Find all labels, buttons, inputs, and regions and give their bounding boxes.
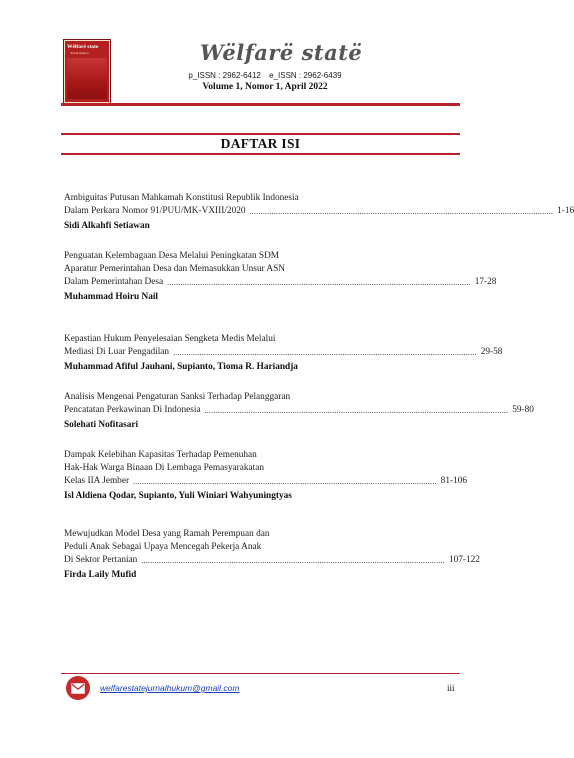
dot-leader: ..........................................................................................................................................: [133, 477, 437, 486]
issn-line: [170, 71, 360, 80]
dot-leader: ..........................................................................................................................................: [167, 278, 471, 287]
entry-title-line: Kepastian Hukum Penyelesaian Sengketa Medis Melalui: [64, 334, 276, 344]
entry-author: Muhammad Afiful Jauhani, Supianto, Tioma R. Hariandja: [64, 362, 298, 372]
entry-pages: 1-16: [557, 206, 574, 216]
entry-author: Isl Aldiena Qodar, Supianto, Yuli Winiari Wahyuningtyas: [64, 491, 292, 501]
entry-pages: 29-58: [480, 347, 503, 357]
volume-info: Volume 1, Nomor 1, April 2022: [202, 82, 328, 92]
entry-title-line: Penguatan Kelembagaan Desa Melalui Peningkatan SDM: [64, 251, 280, 261]
entry-title-line: Dalam Pemerintahan Desa .......................................................................................................................................... 17-28: [64, 277, 497, 287]
entry-pages: 81-106: [440, 476, 468, 486]
entry-title-line: Pencatatan Perkawinan Di Indonesia .......................................................................................................................................... 59-80: [64, 405, 534, 415]
toc-entry[interactable]: [64, 528, 480, 582]
cover-subtitle: Jurnal Hukum: [70, 51, 89, 55]
entry-pages: 59-80: [512, 405, 534, 415]
entry-title-line: Hak-Hak Warga Binaan Di Lembaga Pemasyarakatan: [64, 463, 265, 473]
journal-name: Wëlfarë statë: [200, 40, 363, 65]
contact-email-link[interactable]: welfarestatejurnalhukum@gmail.com: [100, 683, 240, 693]
toc-heading: DAFTAR ISI: [220, 136, 301, 151]
dot-leader: ..........................................................................................................................................: [173, 348, 477, 357]
cover-title: Wëlfarë state: [67, 44, 99, 50]
toc-entry[interactable]: [64, 333, 503, 374]
entry-pages: 107-122: [448, 555, 480, 565]
cover-artwork: [67, 58, 107, 99]
entry-pages: 17-28: [474, 277, 497, 287]
entry-title-line: Dalam Perkara Nomor 91/PUU/MK-VXIII/2020 .......................................................................................................................................... 1-16: [64, 206, 574, 216]
toc-entry[interactable]: [64, 192, 574, 233]
entry-title-line: Dampak Kelebihan Kapasitas Terhadap Pemenuhan: [64, 450, 257, 460]
entry-title-line: Peduli Anak Sebagai Upaya Mencegah Pekerja Anak: [64, 542, 262, 552]
entry-author: Solehati Nofitasari: [64, 420, 139, 430]
heading-rule-bottom: [61, 153, 460, 155]
entry-title-line: Mewujudkan Model Desa yang Ramah Perempuan dan: [64, 529, 270, 539]
dot-leader: ..........................................................................................................................................: [249, 207, 554, 216]
p-issn: p_ISSN : 2962-6412: [188, 71, 261, 80]
dot-leader: ..........................................................................................................................................: [141, 556, 445, 565]
entry-title-line: Mediasi Di Luar Pengadilan .......................................................................................................................................... 29-58: [64, 347, 503, 357]
footer-rule: [61, 673, 460, 674]
journal-cover-thumbnail: [63, 39, 111, 104]
entry-title-line: Ambiguitas Putusan Mahkamah Konstitusi Republik Indonesia: [64, 193, 299, 203]
entry-title-line: Di Sektor Pertanian .......................................................................................................................................... 107-122: [64, 555, 480, 565]
toc-entry[interactable]: [64, 449, 468, 503]
mail-icon: [66, 676, 90, 700]
entry-title-line: Aparatur Pemerintahan Desa dan Memasukkan Unsur ASN: [64, 264, 286, 274]
entry-author: Firda Laily Mufid: [64, 570, 137, 580]
toc-entry[interactable]: [64, 250, 497, 304]
entry-title-line: Kelas IIA Jember .......................................................................................................................................... 81-106: [64, 476, 468, 486]
entry-title-line: Analisis Mengenai Pengaturan Sanksi Terhadap Pelanggaran: [64, 392, 291, 402]
header-rule: [61, 103, 460, 106]
heading-rule-top: [61, 133, 460, 135]
dot-leader: ..........................................................................................................................................: [204, 406, 509, 415]
page-number: iii: [447, 683, 455, 693]
e-issn: e_ISSN : 2962-6439: [269, 71, 342, 80]
toc-entry[interactable]: [64, 391, 534, 432]
entry-author: Sidi Alkahfi Setiawan: [64, 221, 150, 231]
entry-author: Muhammad Hoiru Nail: [64, 292, 159, 302]
